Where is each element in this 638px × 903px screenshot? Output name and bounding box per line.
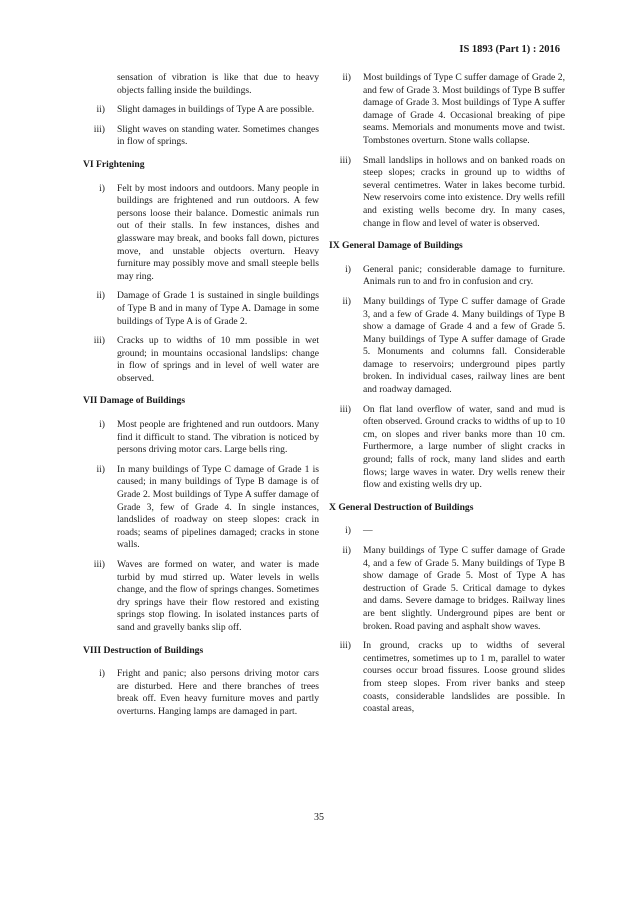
item-text: Many buildings of Type C suffer damage of Grade 3, and a few of Grade 4. Many buildings of Type B show a damage of Grade 4 and a few of Grade 5. Many buildings of Type A suffer damage of Grade 5. Monuments and columns fall. Considerable damage to reservoirs; underground pipes partly broken. In individual cases, railway lines are bent and roadway damaged. bbox=[363, 295, 565, 396]
item-number: i) bbox=[345, 525, 351, 537]
item-text: Fright and panic; also persons driving motor cars are disturbed. Here and there branches of trees break off. Even heavy furniture moves and partly overturns. Hanging lamps are damaged in part. bbox=[117, 668, 319, 717]
list-item bbox=[329, 72, 565, 148]
list-item bbox=[329, 155, 565, 231]
page-number: 35 bbox=[314, 812, 324, 823]
list-item bbox=[83, 559, 319, 635]
item-text: Slight waves on standing water. Sometimes changes in flow of springs. bbox=[117, 123, 319, 148]
item-number: iii) bbox=[339, 154, 351, 166]
document-header: IS 1893 (Part 1) : 2016 bbox=[459, 44, 560, 55]
list-item bbox=[83, 290, 319, 328]
list-item bbox=[329, 525, 565, 538]
item-text: Waves are formed on water, and water is made turbid by mud stirred up. Water levels in wells change, and the flow of springs changes. Sometimes dry springs have their flow restored and existing springs stop flowing. In isolated instances parts of sand and gravelly banks slip off. bbox=[117, 559, 319, 633]
item-number: ii) bbox=[342, 545, 351, 556]
item-text: Most buildings of Type C suffer damage of Grade 2, and few of Grade 3. Most buildings of Type B suffer damage of Grade 3. Most buildings of Type A suffer damage of Grade 4. Occasional breaking of pipe seams. Memorials and monuments move and twist. Tombstones overturn. Stone walls collapse. bbox=[363, 72, 565, 146]
item-text: Damage of Grade 1 is sustained in single buildings of Type B and in many of Type A. Damage in some buildings of Type A is of Grade 2. bbox=[117, 290, 319, 327]
section-heading: X General Destruction of Buildings bbox=[329, 501, 474, 513]
list-item bbox=[83, 124, 319, 149]
list-item bbox=[329, 296, 565, 397]
item-number: i) bbox=[99, 668, 105, 680]
list-item bbox=[329, 640, 565, 716]
list-item bbox=[83, 335, 319, 385]
list-item bbox=[83, 668, 319, 718]
item-text: Many buildings of Type C suffer damage of Grade 4, and a few of Grade 5. Many buildings of Type B show damage of Grade 5. Most of Type A has destruction of Grade 5. Critical damage to dykes and dams. Severe damage to bridges. Railway lines are bent slightly. Underground pipes are bent or broken. Road paving and asphalt show waves. bbox=[363, 545, 565, 632]
item-number: ii) bbox=[96, 463, 105, 475]
item-number: ii) bbox=[96, 104, 105, 116]
list-item bbox=[329, 404, 565, 492]
item-number: ii) bbox=[342, 295, 351, 307]
item-number: iii) bbox=[93, 123, 105, 135]
item-number: iii) bbox=[339, 640, 351, 652]
item-number: iii) bbox=[339, 403, 351, 415]
item-text: Slight damages in buildings of Type A are possible. bbox=[117, 104, 315, 116]
item-number: ii) bbox=[96, 290, 105, 302]
item-text: Cracks up to widths of 10 mm possible in wet ground; in mountains occasional landslips: change in flow of springs and in level of well water are observed. bbox=[117, 335, 319, 384]
item-text: — bbox=[363, 525, 373, 537]
list-item bbox=[83, 419, 319, 457]
item-number: i) bbox=[99, 182, 105, 194]
list-item bbox=[83, 183, 319, 284]
item-number: iii) bbox=[93, 559, 105, 570]
list-item bbox=[329, 264, 565, 289]
item-text: Small landslips in hollows and on banked roads on steep slopes; cracks in ground up to widths of several centimetres. Water in lakes become turbid. New reservoirs come into existence. Dry wells refill and existing wells become dry. In many cases, change in flow and level of water is observed. bbox=[363, 154, 565, 229]
item-text: On flat land overflow of water, sand and mud is often observed. Ground cracks to widths of up to 10 cm, on slopes and river banks more than 10 cm. Furthermore, a large number of slight cracks in ground; falls of rock, many land slides and earth flows; large waves in water. Dry wells renew their flow and existing wells dry up. bbox=[363, 403, 565, 491]
item-number: iii) bbox=[93, 335, 105, 347]
item-number: i) bbox=[99, 419, 105, 431]
section-heading: VII Damage of Buildings bbox=[83, 395, 186, 407]
list-item bbox=[329, 545, 565, 633]
left-column bbox=[83, 72, 319, 726]
item-text: General panic; considerable damage to furniture. Animals run to and fro in confusion and cry. bbox=[363, 263, 565, 288]
section-heading: IX General Damage of Buildings bbox=[329, 240, 463, 252]
section-heading: VI Frightening bbox=[83, 158, 145, 170]
list-item bbox=[83, 464, 319, 552]
right-column bbox=[329, 72, 565, 723]
item-number: i) bbox=[345, 263, 351, 275]
item-text: In ground, cracks up to widths of several centimetres, sometimes up to 1 m, parallel to water courses occur broad fissures. Loose ground slides from steep slopes. From river banks and steep coasts, considerable landslides are possible. In coastal areas, bbox=[363, 640, 565, 715]
continuation-paragraph: sensation of vibration is like that due to heavy objects falling inside the buildings. bbox=[117, 72, 319, 96]
list-item bbox=[83, 104, 319, 117]
item-text: Felt by most indoors and outdoors. Many people in buildings are frightened and run outdoors. A few persons loose their balance. Domestic animals run out of their stalls. In few instances, dishes and glassware may break, and books fall down, pictures move, and unstable objects overturn. Heavy furniture may possibly move and small steeple bells may ring. bbox=[117, 182, 319, 282]
item-number: ii) bbox=[342, 72, 351, 83]
item-text: In many buildings of Type C damage of Grade 1 is caused; in many buildings of Type B damage is of Grade 2. Most buildings of Type A suffer damage of Grade 3, few of Grade 4. In single instances, landslides of roadway on steep slopes: crack in roads; seams of pipelines damaged; cracks in stone walls. bbox=[117, 463, 319, 551]
section-heading: VIII Destruction of Buildings bbox=[83, 644, 204, 656]
item-text: Most people are frightened and run outdoors. Many find it difficult to stand. The vibration is noticed by persons driving motor cars. Large bells ring. bbox=[117, 419, 319, 456]
